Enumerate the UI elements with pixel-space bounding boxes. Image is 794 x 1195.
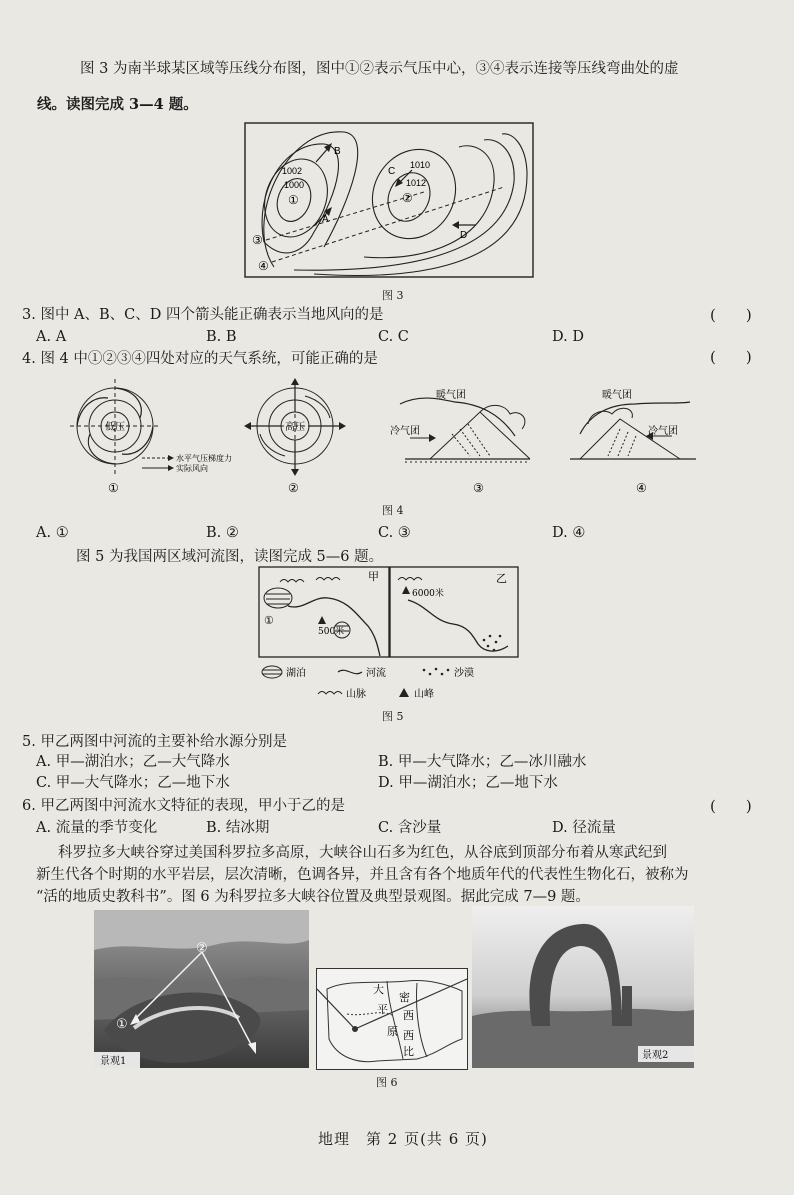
colorado-location-map: [316, 968, 468, 1070]
fig4-high-label: 高压: [285, 422, 305, 433]
question-6-stem: 6. 甲乙两图中河流水文特征的表现，甲小于乙的是: [22, 798, 345, 814]
landscape-1-label: 景观1: [100, 1056, 127, 1067]
fig3-label-4: ④: [258, 259, 269, 273]
question-6-option-a: A. 流量的季节变化: [36, 820, 158, 836]
question-5-option-d: D. 甲—湖泊水；乙—地下水: [378, 775, 558, 791]
fig5-elev-500: 500米: [318, 627, 345, 637]
map-label-mi: 密: [399, 991, 410, 1004]
question-6-option-c: C. 含沙量: [378, 820, 442, 836]
question-3-option-c: C. C: [378, 329, 409, 345]
fig5-label-yi: 乙: [496, 572, 507, 585]
fig4-cold-air-4: 冷气团: [648, 426, 678, 437]
map-label-yuan: 原: [387, 1025, 398, 1038]
question-4-option-c: C. ③: [378, 525, 411, 541]
landscape-2-photo: [472, 906, 694, 1068]
fig4-number-2: ②: [288, 481, 299, 495]
question-4-answer-paren: ( ): [710, 348, 752, 366]
fig3-label-center-1: ①: [288, 193, 299, 207]
question-5-option-b: B. 甲—大气降水；乙—冰川融水: [378, 754, 587, 770]
fig5-label-1: ①: [264, 614, 274, 627]
fig5-elev-6000: 6000米: [412, 589, 444, 599]
fig3-label-C: C: [388, 166, 396, 177]
fig5-legend-mountain: 山脉: [346, 689, 366, 700]
question-3-option-b: B. B: [206, 329, 237, 345]
intro-fig6-line3: “活的地质史教科书”。图 6 为科罗拉多大峡谷位置及典型景观图。据此完成 7—9 题。: [36, 889, 590, 905]
fig4-number-1: ①: [108, 481, 119, 495]
figure-4-weather-systems: [60, 374, 700, 504]
intro-fig3-line2: 线。读图完成 3—4 题。: [37, 96, 198, 113]
fig3-label-center-2: ②: [402, 191, 413, 205]
question-6-option-b: B. 结冰期: [206, 820, 270, 836]
fig5-legend-desert: 沙漠: [454, 668, 474, 679]
map-label-da: 大: [373, 983, 384, 996]
question-6-answer-paren: ( ): [710, 797, 752, 815]
question-4-option-b: B. ②: [206, 525, 239, 541]
intro-fig3-line1: 图 3 为南半球某区域等压线分布图，图中①②表示气压中心，③④表示连接等压线弯曲处的虚: [80, 61, 679, 77]
landscape-1-marker-1: ①: [116, 1017, 128, 1032]
figure-3-caption: 图 3: [382, 289, 404, 302]
fig4-legend-wind: 实际风向: [176, 464, 208, 473]
intro-fig5: 图 5 为我国两区域河流图，读图完成 5—6 题。: [76, 549, 384, 565]
fig4-number-4: ④: [636, 481, 647, 495]
fig5-legend-lake: 湖泊: [286, 668, 306, 679]
map-label-ping: 平: [377, 1003, 388, 1016]
fig3-label-1000: 1000: [284, 180, 305, 190]
fig4-warm-air-4: 暖气团: [602, 390, 632, 401]
intro-fig6-line2: 新生代各个时期的水平岩层，层次清晰，色调各异，并且含有各个地质年代的代表性生物化石，被称为: [36, 867, 689, 883]
fig5-legend-peak: 山峰: [414, 689, 434, 700]
fig3-label-3: ③: [252, 233, 263, 247]
question-3-stem: 3. 图中 A、B、C、D 四个箭头能正确表示当地风向的是: [22, 307, 384, 323]
map-label-bi: 比: [403, 1045, 414, 1058]
fig4-cold-air-3: 冷气团: [390, 426, 420, 437]
fig5-label-jia: 甲: [368, 570, 379, 583]
landscape-2-label: 景观2: [642, 1050, 669, 1061]
map-label-xi: 西: [403, 1009, 414, 1022]
question-5-stem: 5. 甲乙两图中河流的主要补给水源分别是: [22, 734, 287, 750]
fig3-label-B: B: [334, 146, 341, 157]
landscape-1-photo: [94, 910, 309, 1068]
question-3-option-d: D. D: [552, 329, 584, 345]
fig4-warm-air-3: 暖气团: [436, 390, 466, 401]
fig4-low-label: 低压: [105, 422, 125, 433]
intro-fig6-line1: 科罗拉多大峡谷穿过美国科罗拉多高原，大峡谷山石多为红色，从谷底到顶部分布着从寒武纪到: [58, 845, 667, 861]
question-3-answer-paren: ( ): [710, 306, 752, 324]
question-6-option-d: D. 径流量: [552, 820, 616, 836]
question-4-stem: 4. 图 4 中①②③④四处对应的天气系统，可能正确的是: [22, 351, 378, 367]
fig3-label-D: D: [460, 230, 468, 241]
figure-4-caption: 图 4: [382, 504, 404, 517]
landscape-1-marker-2: ②: [196, 941, 208, 956]
map-label-xi-2: 西: [403, 1029, 414, 1042]
figure-5-river-maps: [258, 566, 520, 710]
question-5-option-a: A. 甲—湖泊水；乙—大气降水: [36, 754, 230, 770]
fig5-legend-river: 河流: [366, 668, 386, 679]
fig3-label-1012: 1012: [406, 178, 427, 188]
fig3-label-A: A: [322, 214, 329, 225]
fig3-label-1010: 1010: [410, 160, 431, 170]
question-4-option-d: D. ④: [552, 525, 586, 541]
question-5-option-c: C. 甲—大气降水；乙—地下水: [36, 775, 230, 791]
page-footer: 地理 第 2 页(共 6 页): [318, 1130, 488, 1148]
figure-5-caption: 图 5: [382, 710, 404, 723]
question-4-option-a: A. ①: [36, 525, 69, 541]
fig4-legend-gradient: 水平气压梯度力: [176, 454, 232, 463]
figure-3-isobar-map: [244, 122, 534, 286]
fig4-number-3: ③: [473, 481, 484, 495]
figure-6-caption: 图 6: [376, 1076, 398, 1089]
fig3-label-1002: 1002: [282, 166, 303, 176]
question-3-option-a: A. A: [36, 329, 67, 345]
